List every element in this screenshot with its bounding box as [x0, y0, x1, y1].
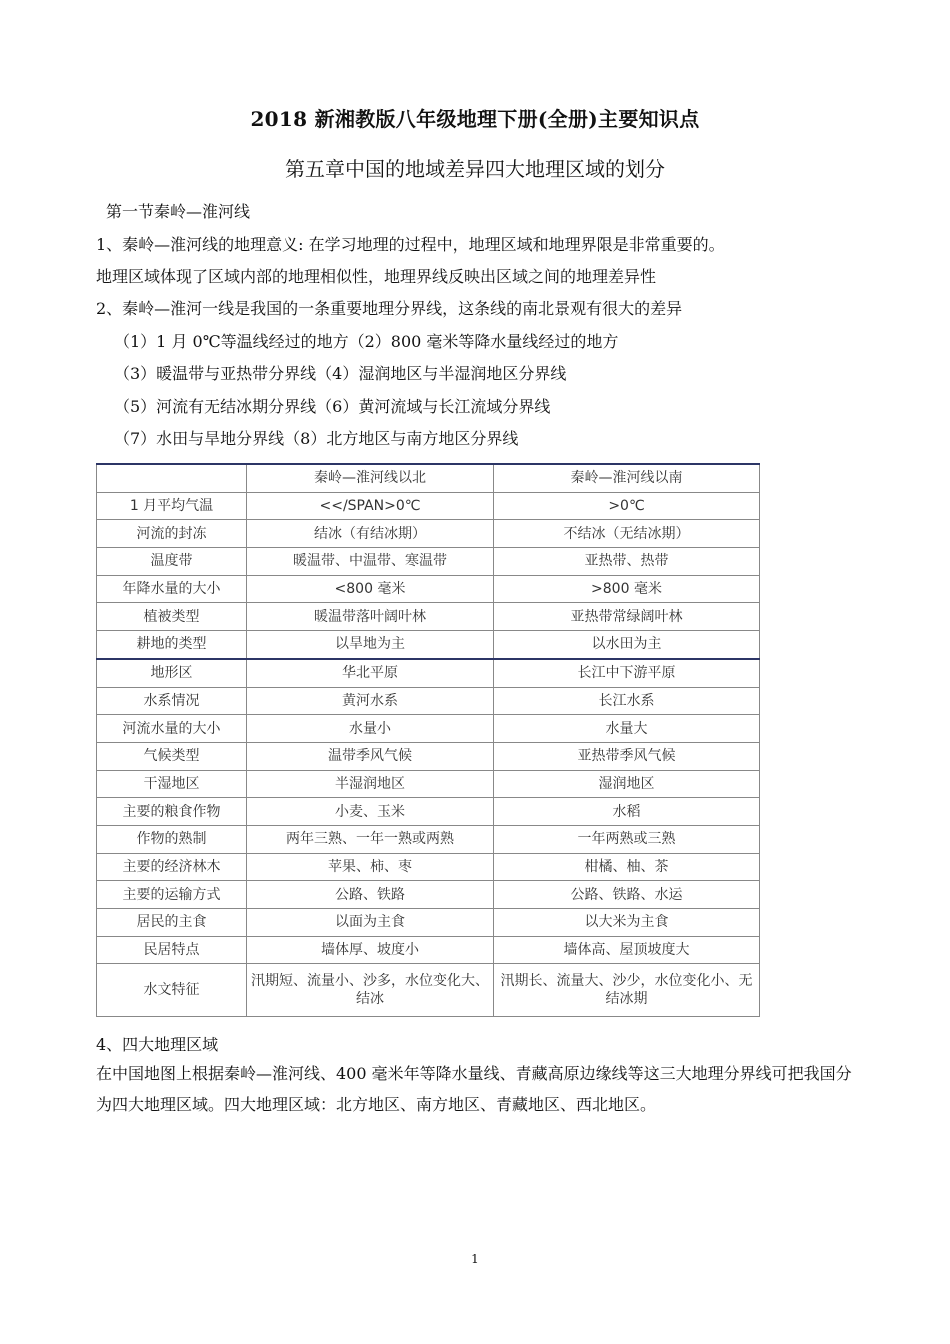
table-row-label: 民居特点: [97, 936, 247, 964]
table-cell: 不结冰（无结冰期）: [494, 520, 760, 548]
table-cell: 水量小: [247, 715, 494, 743]
table-cell: 公路、铁路: [247, 881, 494, 909]
table-row-label: 河流的封冻: [97, 520, 247, 548]
table-row: [97, 881, 760, 909]
table-row-label: 河流水量的大小: [97, 715, 247, 743]
table-row: [97, 631, 760, 659]
text-line-3: 2、秦岭—淮河一线是我国的一条重要地理分界线，这条线的南北景观有很大的差异: [96, 299, 683, 318]
table-cell: 汛期短、流量小、沙多，水位变化大、结冰: [247, 964, 494, 1017]
table-cell: 长江中下游平原: [494, 659, 760, 687]
table-cell: >0℃: [494, 492, 760, 520]
table-row-label: 水系情况: [97, 687, 247, 715]
table-cell: <</SPAN>0℃: [247, 492, 494, 520]
table-cell: 以水田为主: [494, 631, 760, 659]
table-row: [97, 798, 760, 826]
table-header-row: [97, 464, 760, 492]
table-cell: >800 毫米: [494, 575, 760, 603]
table-row: [97, 715, 760, 743]
table-row-label: 耕地的类型: [97, 631, 247, 659]
page-number: 1: [471, 1252, 479, 1266]
list-item-3-4: （3）暖温带与亚热带分界线（4）湿润地区与半湿润地区分界线: [114, 364, 567, 383]
table-cell: 暖温带落叶阔叶林: [247, 603, 494, 631]
section-heading: 第一节秦岭—淮河线: [106, 202, 251, 221]
table-cell: 小麦、玉米: [247, 798, 494, 826]
table-cell: 墙体厚、坡度小: [247, 936, 494, 964]
table-row-label: 年降水量的大小: [97, 575, 247, 603]
table-cell: 苹果、柿、枣: [247, 853, 494, 881]
table-row-label: 主要的运输方式: [97, 881, 247, 909]
table-row: [97, 770, 760, 798]
table-cell: <800 毫米: [247, 575, 494, 603]
text-line-1: 1、秦岭—淮河线的地理意义: 在学习地理的过程中，地理区域和地理界限是非常重要的。: [96, 235, 725, 254]
table-row: [97, 492, 760, 520]
text-line-2: 地理区域体现了区域内部的地理相似性，地理界线反映出区域之间的地理差异性: [96, 267, 657, 286]
table-row-label: 地形区: [97, 659, 247, 687]
list-item-1-2: （1）1 月 0℃等温线经过的地方（2）800 毫米等降水量线经过的地方: [114, 332, 619, 351]
table-row-label: 水文特征: [97, 964, 247, 1017]
table-cell: 半湿润地区: [247, 770, 494, 798]
table-cell: 以大米为主食: [494, 909, 760, 937]
section-4-paragraph: 在中国地图上根据秦岭—淮河线、400 毫米年等降水量线、青藏高原边缘线等这三大地理分界线可把我国分为四大地理区域。四大地理区域：北方地区、南方地区、青藏地区、西北地区。: [96, 1064, 852, 1114]
section-4-heading: 4、四大地理区域: [96, 1035, 219, 1054]
table-cell: 温带季风气候: [247, 742, 494, 770]
table-cell: 长江水系: [494, 687, 760, 715]
table-header-cell: 秦岭—淮河线以北: [247, 464, 494, 492]
table-cell: 两年三熟、一年一熟或两熟: [247, 825, 494, 853]
table-cell: 亚热带常绿阔叶林: [494, 603, 760, 631]
table-row: [97, 853, 760, 881]
chapter-title: 第五章中国的地域差异四大地理区域的划分: [285, 157, 665, 181]
table-cell: 暖温带、中温带、寒温带: [247, 548, 494, 576]
table-cell: 结冰（有结冰期）: [247, 520, 494, 548]
table-cell: 华北平原: [247, 659, 494, 687]
table-row-label: 作物的熟制: [97, 825, 247, 853]
document-title: 2018 新湘教版八年级地理下册(全册)主要知识点: [250, 107, 700, 131]
table-cell: 墙体高、屋顶坡度大: [494, 936, 760, 964]
list-item-7-8: （7）水田与旱地分界线（8）北方地区与南方地区分界线: [114, 429, 519, 448]
table-row-label: 气候类型: [97, 742, 247, 770]
table-cell: 黄河水系: [247, 687, 494, 715]
table-row-label: 主要的粮食作物: [97, 798, 247, 826]
table-row: [97, 520, 760, 548]
table-row: [97, 603, 760, 631]
table-row-label: 温度带: [97, 548, 247, 576]
table-cell: 一年两熟或三熟: [494, 825, 760, 853]
table-row: [97, 909, 760, 937]
table-cell: 亚热带季风气候: [494, 742, 760, 770]
table-row: [97, 964, 760, 1017]
table-row: [97, 742, 760, 770]
table-cell: 以面为主食: [247, 909, 494, 937]
table-row-label: 居民的主食: [97, 909, 247, 937]
table-row: [97, 659, 760, 687]
list-item-5-6: （5）河流有无结冰期分界线（6）黄河流域与长江流域分界线: [114, 397, 551, 416]
table-cell: 亚热带、热带: [494, 548, 760, 576]
table-cell: 汛期长、流量大、沙少，水位变化小、无结冰期: [494, 964, 760, 1017]
table-row-label: 1 月平均气温: [97, 492, 247, 520]
table-row: [97, 825, 760, 853]
table-cell: 湿润地区: [494, 770, 760, 798]
table-row-label: 主要的经济林木: [97, 853, 247, 881]
table-cell: 以旱地为主: [247, 631, 494, 659]
table-cell: 水稻: [494, 798, 760, 826]
table-cell: 公路、铁路、水运: [494, 881, 760, 909]
table-row: [97, 548, 760, 576]
table-row: [97, 936, 760, 964]
table-header-cell: [97, 464, 247, 492]
table-row-label: 植被类型: [97, 603, 247, 631]
table-row: [97, 687, 760, 715]
table-row: [97, 575, 760, 603]
table-row-label: 干湿地区: [97, 770, 247, 798]
table-cell: 水量大: [494, 715, 760, 743]
comparison-table: [96, 463, 760, 1017]
table-cell: 柑橘、柚、茶: [494, 853, 760, 881]
table-header-cell: 秦岭—淮河线以南: [494, 464, 760, 492]
